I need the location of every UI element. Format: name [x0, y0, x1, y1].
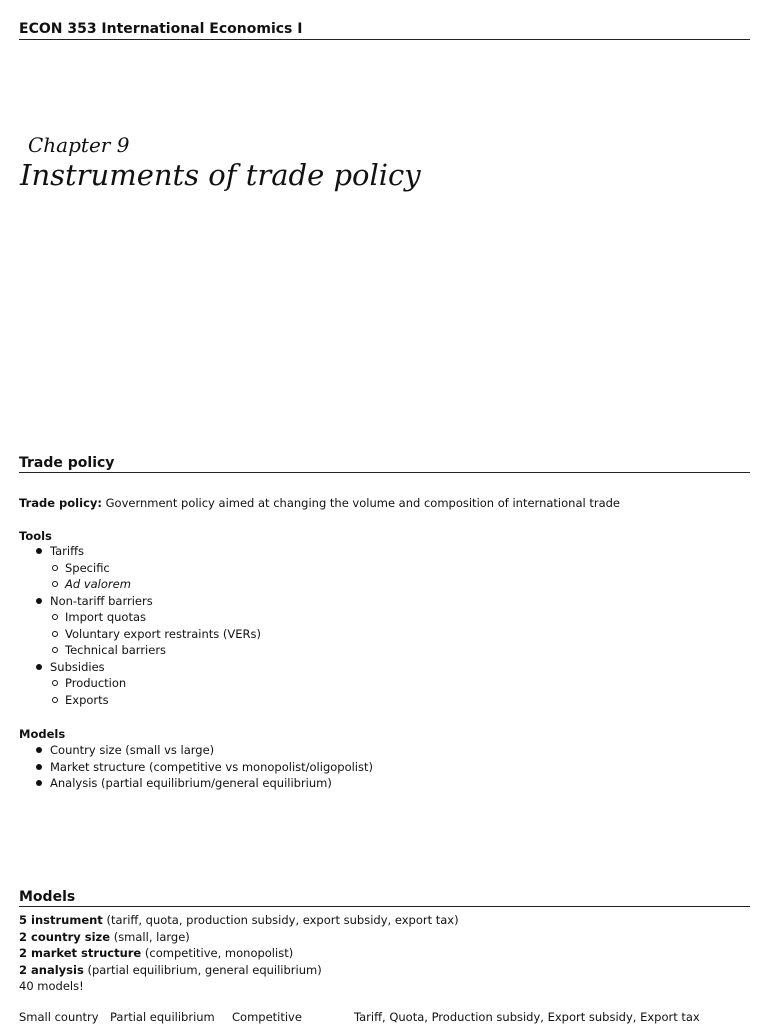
bullet-icon: [36, 598, 42, 604]
circle-bullet-icon: [52, 647, 58, 653]
section-heading-models: Models: [19, 888, 750, 907]
table-cell-country: Small country: [19, 1010, 99, 1024]
summary-line: [19, 945, 459, 962]
definition-text: Government policy aimed at changing the volume and composition of international trade: [101, 496, 620, 510]
list-item: [50, 642, 261, 659]
summary-term: 2 market structure: [19, 946, 142, 960]
summary-detail: (small, large): [110, 929, 190, 944]
list-item: [19, 543, 261, 593]
chapter-title: Instruments of trade policy: [20, 158, 421, 192]
tool-sub-label: Import quotas: [65, 610, 146, 624]
summary-line: [19, 929, 459, 946]
circle-bullet-icon: [52, 631, 58, 637]
summary-detail: (competitive, monopolist): [141, 946, 294, 960]
definition-term: Trade policy:: [19, 496, 102, 510]
circle-bullet-icon: [52, 697, 58, 703]
bullet-icon: [36, 780, 42, 786]
circle-bullet-icon: [52, 614, 58, 620]
models-list: [19, 742, 373, 792]
list-item: [50, 626, 261, 643]
chapter-number: Chapter 9: [28, 133, 130, 157]
tools-label: Tools: [19, 529, 52, 543]
model-label: Market structure (competitive vs monopolist/oligopolist): [50, 759, 373, 774]
list-item: [50, 675, 261, 692]
summary-line: [19, 962, 459, 979]
tool-label: Subsidies: [50, 659, 105, 674]
table-cell-instruments: Tariff, Quota, Production subsidy, Export subsidy, Export tax: [354, 1010, 700, 1024]
list-item: [19, 775, 373, 792]
list-item: [19, 742, 373, 759]
tool-sub-label: Voluntary export restraints (VERs): [65, 626, 261, 641]
models-summary: [19, 912, 459, 995]
summary-term: 2 analysis: [19, 962, 84, 977]
summary-detail: (partial equilibrium, general equilibrium): [83, 962, 322, 977]
tool-sub-label: Ad valorem: [65, 577, 131, 591]
list-item: [19, 593, 261, 659]
table-cell-analysis: Partial equilibrium: [110, 1010, 215, 1024]
tool-sub-label: Specific: [65, 560, 110, 575]
summary-line: [19, 912, 459, 929]
course-header: ECON 353 International Economics I: [19, 20, 750, 40]
list-item: [19, 759, 373, 776]
list-item: [50, 560, 261, 577]
table-cell-structure: Competitive: [232, 1010, 302, 1024]
models-label: Models: [19, 727, 66, 741]
models-total: 40 models!: [19, 979, 84, 993]
section-heading-trade-policy: Trade policy: [19, 454, 750, 473]
tools-list: [19, 543, 261, 708]
tool-label: Non-tariff barriers: [50, 593, 153, 608]
list-item: [50, 609, 261, 626]
summary-term: 2 country size: [19, 929, 111, 944]
list-item: [50, 576, 261, 593]
circle-bullet-icon: [52, 680, 58, 686]
tool-sub-label: Exports: [65, 692, 109, 707]
trade-policy-definition: [19, 495, 620, 512]
tool-label: Tariffs: [50, 544, 85, 558]
circle-bullet-icon: [52, 581, 58, 587]
bullet-icon: [36, 747, 42, 753]
bullet-icon: [36, 764, 42, 770]
circle-bullet-icon: [52, 565, 58, 571]
bullet-icon: [36, 548, 42, 554]
summary-detail: (tariff, quota, production subsidy, export subsidy, export tax): [102, 913, 459, 927]
tool-sub-label: Technical barriers: [65, 643, 167, 657]
model-label: Country size (small vs large): [50, 743, 215, 757]
summary-term: 5 instrument: [19, 913, 103, 927]
bullet-icon: [36, 664, 42, 670]
list-item: [50, 692, 261, 709]
model-label: Analysis (partial equilibrium/general equilibrium): [50, 776, 332, 790]
list-item: [19, 659, 261, 709]
tool-sub-label: Production: [65, 676, 127, 690]
